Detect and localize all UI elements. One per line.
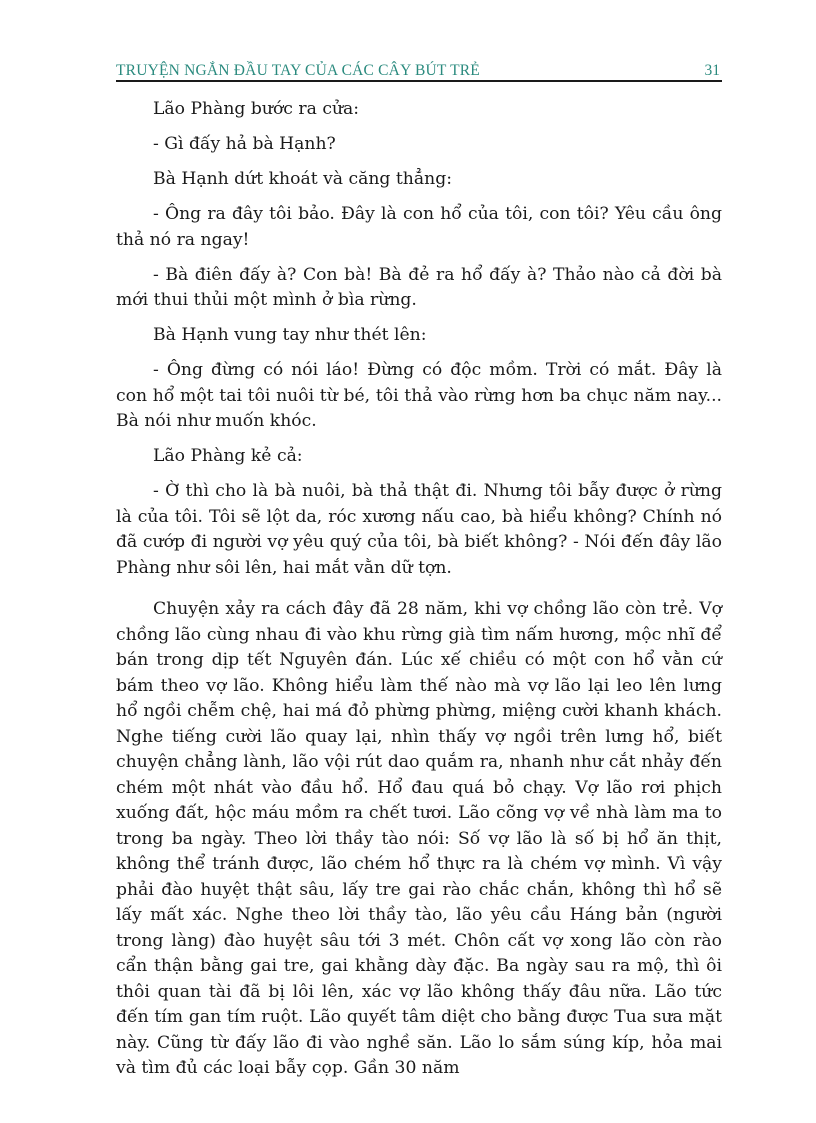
running-header <box>116 60 722 82</box>
paragraph-10: Chuyện xảy ra cách đây đã 28 năm, khi vợ chồng lão còn trẻ. Vợ chồng lão cùng nhau đi vào khu rừng già tìm nấm hương, mộc nhĩ để bán trong dịp tết Nguyên đán. Lúc xế chiều có một con hổ vằn cứ bám theo vợ lão. Không hiểu làm thế nào mà vợ lão lại leo lên lưng hổ ngồi chễm chệ, hai má đỏ phừng phừng, miệng cười khanh khách. Nghe tiếng cười lão quay lại, nhìn thấy vợ ngồi trên lưng hổ, biết chuyện chẳng lành, lão vội rút dao quắm ra, nhanh như cắt nhảy đến chém một nhát vào đầu hổ. Hổ đau quá bỏ chạy. Vợ lão rơi phịch xuống đất, hộc máu mồm ra chết tươi. Lão cõng vợ về nhà làm ma to trong ba ngày. Theo lời thầy tào nói: Số vợ lão là số bị hổ ăn thịt, không thể tránh được, lão chém hổ thực ra là chém vợ mình. Vì vậy phải đào huyệt thật sâu, lấy tre gai rào chắc chắn, không thì hổ sẽ lấy mất xác. Nghe theo lời thầy tào, lão yêu cầu Háng bản (người trong làng) đào huyệt sâu tới 3 mét. Chôn cất vợ xong lão còn rào cẩn thận bằng gai tre, gai khằng dày đặc. Ba ngày sau ra mộ, thì ôi thôi quan tài đã bị lôi lên, xác vợ lão không thấy đâu nữa. Lão tức đến tím gan tím ruột. Lão quyết tâm diệt cho bằng được Tua sưa mặt này. Cũng từ đấy lão đi vào nghề săn. Lão lo sắm súng kíp, hỏa mai và tìm đủ các loại bẫy cọp. Gần 30 năm <box>116 599 722 1078</box>
paragraph-6: Bà Hạnh vung tay như thét lên: <box>153 325 427 345</box>
paragraph-1: Lão Phàng bước ra cửa: <box>153 99 360 119</box>
paragraph-9: - Ờ thì cho là bà nuôi, bà thả thật đi. Nhưng tôi bẫy được ở rừng là của tôi. Tôi sẽ lột da, róc xương nấu cao, bà hiểu không? Chính nó đã cướp đi người vợ yêu quý của tôi, bà biết không? - Nói đến đây lão Phàng như sôi lên, hai mắt vằn dữ tợn. <box>116 481 722 578</box>
paragraph-7: - Ông đừng có nói láo! Đừng có độc mồm. Trời có mắt. Đây là con hổ một tai tôi nuôi từ bé, tôi thả vào rừng hơn ba chục năm nay... Bà nói như muốn khóc. <box>116 360 722 431</box>
paragraph-5: - Bà điên đấy à? Con bà! Bà đẻ ra hổ đấy à? Thảo nào cả đời bà mới thui thủi một mình ở bìa rừng. <box>116 264 722 310</box>
paragraph-4: - Ông ra đây tôi bảo. Đây là con hổ của tôi, con tôi? Yêu cầu ông thả nó ra ngay! <box>116 204 722 250</box>
paragraph-2: - Gì đấy hả bà Hạnh? <box>153 134 336 154</box>
paragraph-3: Bà Hạnh dứt khoát và căng thẳng: <box>153 169 452 189</box>
page-body <box>116 97 722 1082</box>
paragraph-8: Lão Phàng kẻ cả: <box>153 446 303 466</box>
running-header-title: TRUYỆN NGẮN ĐẦU TAY CỦA CÁC CÂY BÚT TRẺ <box>116 62 480 79</box>
page-number: 31 <box>704 62 720 79</box>
